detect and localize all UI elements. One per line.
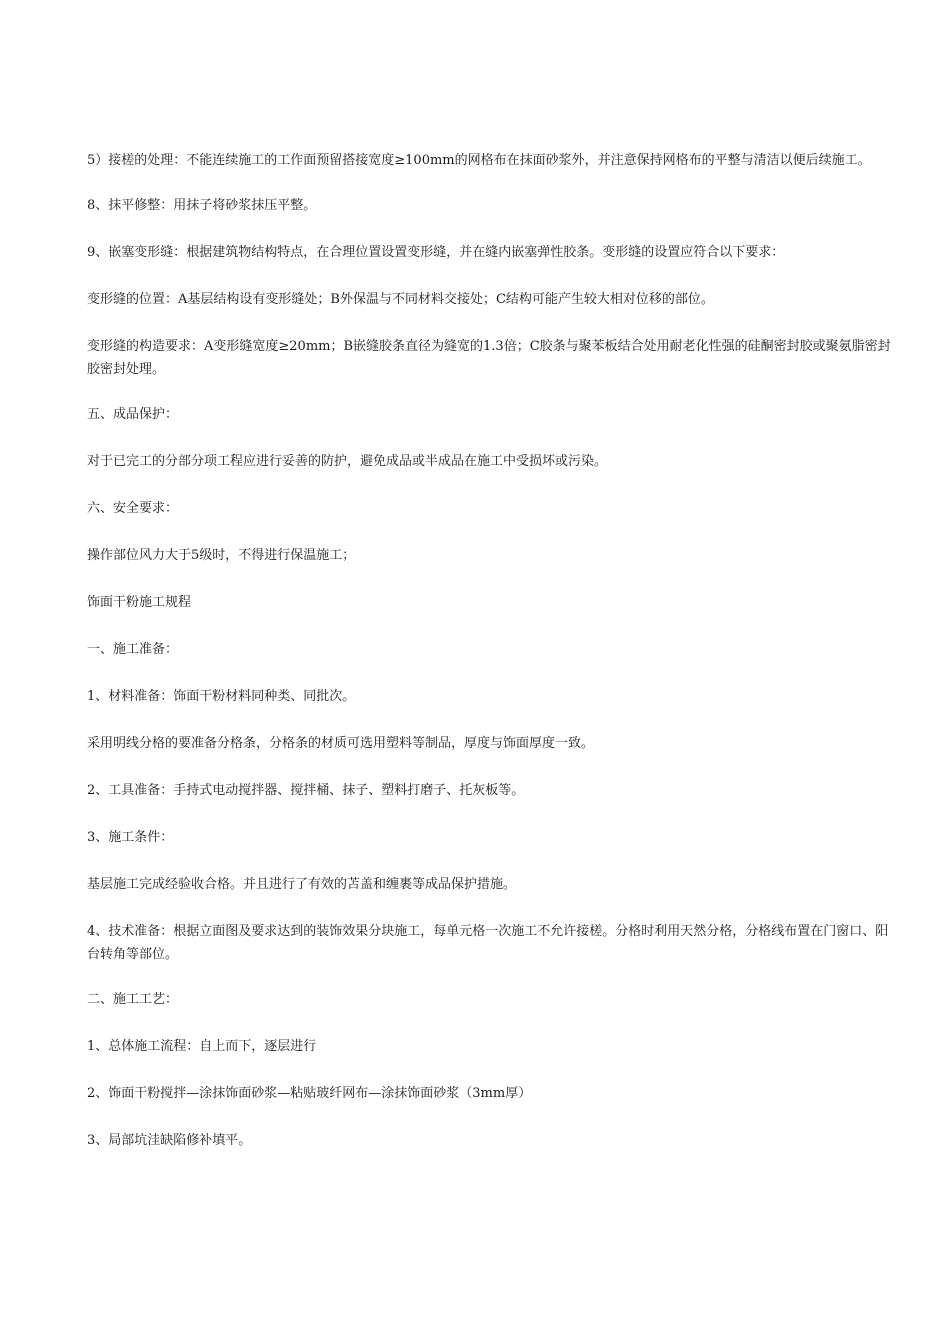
paragraph-tools: 2、工具准备：手持式电动搅拌器、搅拌桶、抹子、塑料打磨子、托灰板等。 bbox=[87, 783, 525, 798]
heading-preparation: 一、施工准备： bbox=[87, 642, 179, 657]
paragraph-wind: 操作部位风力大于5级时，不得进行保温施工； bbox=[87, 548, 356, 563]
paragraph-protection: 对于已完工的分部分项工程应进行妥善的防护，避免成品或半成品在施工中受损坏或污染。 bbox=[87, 454, 608, 469]
document-body bbox=[87, 149, 897, 1176]
paragraph-expansion-joint: 9、嵌塞变形缝：根据建筑物结构特点，在合理位置设置变形缝，并在缝内嵌塞弹性胶条。变形缝的设置应符合以下要求： bbox=[87, 245, 785, 260]
paragraph-base-accepted: 基层施工完成经验收合格。并且进行了有效的苫盖和缠裹等成品保护措施。 bbox=[87, 877, 517, 892]
paragraph-technical: 4、技术准备：根据立面图及要求达到的装饰效果分块施工，每单元格一次施工不允许接槎。分格时利用天然分格，分格线布置在门窗口、阳台转角等部位。 bbox=[87, 924, 889, 962]
heading-process: 二、施工工艺： bbox=[87, 992, 179, 1007]
paragraph-joint-treatment: 5）接槎的处理：不能连续施工的工作面预留搭接宽度≥100mm的网格布在抹面砂浆外，并注意保持网格布的平整与清洁以便后续施工。 bbox=[87, 153, 871, 168]
paragraph-smoothing: 8、抹平修整：用抹子将砂浆抹压平整。 bbox=[87, 198, 317, 213]
paragraph-joint-construction: 变形缝的构造要求：A变形缝宽度≥20mm；B嵌缝胶条直径为缝宽的1.3倍；C胶条与聚苯板结合处用耐老化性强的硅酮密封胶或聚氨脂密封胶密封处理。 bbox=[87, 339, 891, 377]
paragraph-repair: 3、局部坑洼缺陷修补填平。 bbox=[87, 1133, 252, 1148]
heading-safety: 六、安全要求： bbox=[87, 501, 179, 516]
paragraph-divider-strips: 采用明线分格的要准备分格条，分格条的材质可选用塑料等制品，厚度与饰面厚度一致。 bbox=[87, 736, 595, 751]
section-title: 饰面干粉施工规程 bbox=[87, 595, 192, 610]
paragraph-flow: 1、总体施工流程：自上而下，逐层进行 bbox=[87, 1039, 317, 1054]
paragraph-material: 1、材料准备：饰面干粉材料同种类、同批次。 bbox=[87, 689, 356, 704]
paragraph-joint-position: 变形缝的位置：A基层结构设有变形缝处；B外保温与不同材料交接处；C结构可能产生较大相对位移的部位。 bbox=[87, 292, 714, 307]
paragraph-steps: 2、饰面干粉搅拌—涂抹饰面砂浆—粘贴玻纤网布—涂抹饰面砂浆（3mm厚） bbox=[87, 1086, 532, 1101]
heading-product-protection: 五、成品保护： bbox=[87, 407, 179, 422]
paragraph-conditions: 3、施工条件： bbox=[87, 830, 174, 845]
